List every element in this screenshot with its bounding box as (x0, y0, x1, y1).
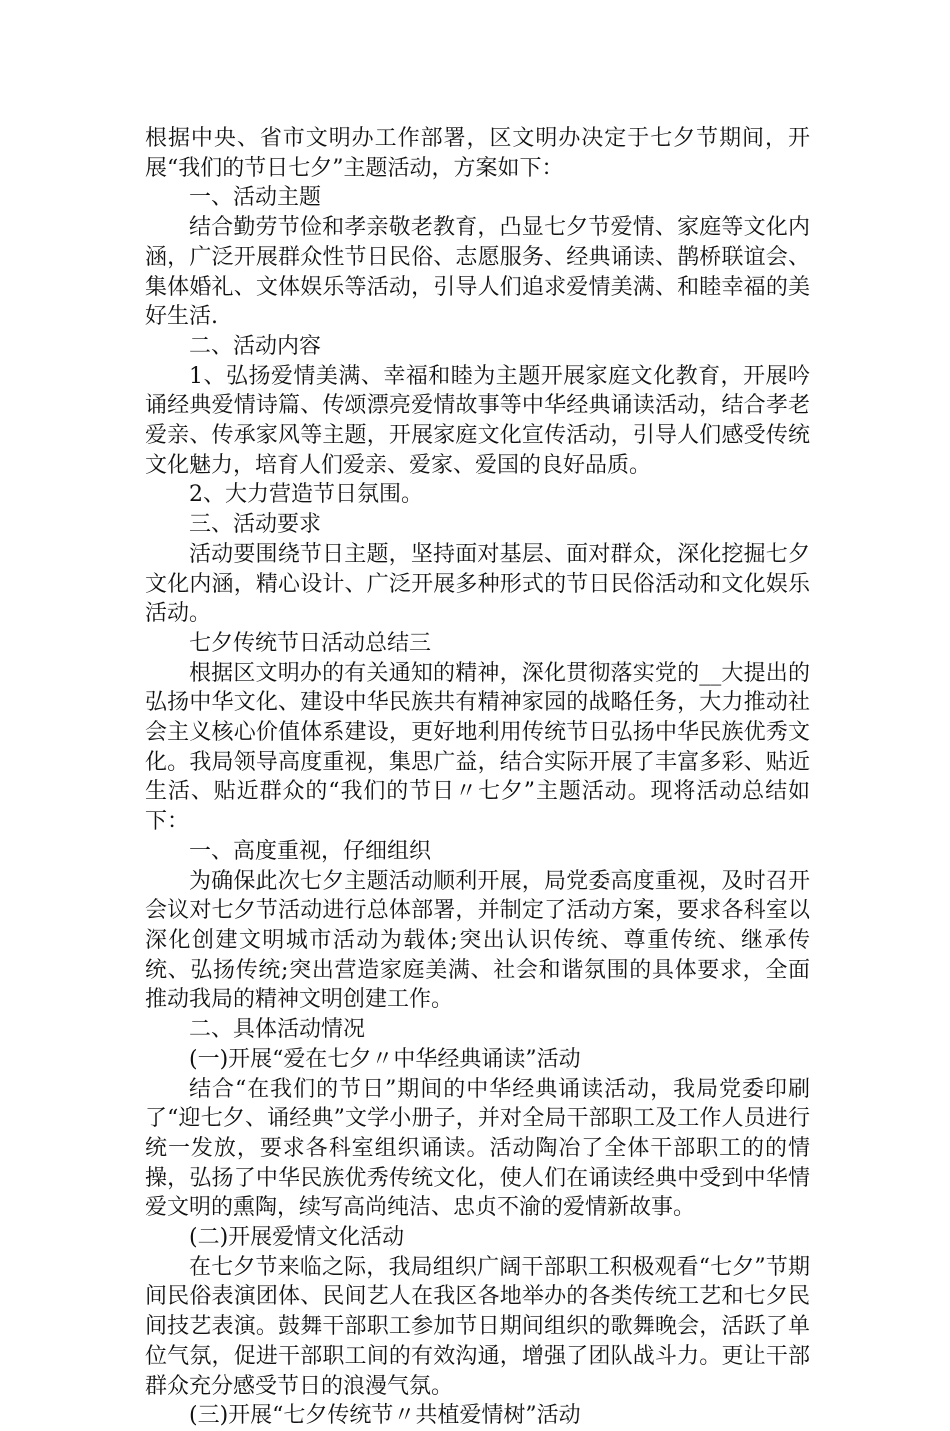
intro-paragraph: 根据中央、省市文明办工作部署，区文明办决定于七夕节期间，开展“我们的节日七夕”主题活动，方案如下： (145, 126, 810, 181)
body-paragraph: 在七夕节来临之际，我局组织广阔干部职工积极观看“七夕”节期间民俗表演团体、民间艺人在我区各地举办的各类传统工艺和七夕民间技艺表演。鼓舞干部职工参加节日期间组织的歌舞晚会，活跃了单位气氛，促进干部职工间的有效沟通，增强了团队战斗力。更让干部群众充分感受节日的浪漫气氛。 (145, 1254, 810, 1399)
body-paragraph: 活动要围绕节日主题，坚持面对基层、面对群众，深化挖掘七夕文化内涵，精心设计、广泛开展多种形式的节日民俗活动和文化娱乐活动。 (145, 541, 810, 627)
subsection-heading: (一)开展“爱在七夕〃中华经典诵读”活动 (189, 1046, 581, 1072)
document-body (145, 124, 810, 1431)
subsection-heading: (三)开展“七夕传统节〃共植爱情树”活动 (189, 1403, 581, 1429)
body-paragraph: 1、弘扬爱情美满、幸福和睦为主题开展家庭文化教育，开展吟诵经典爱情诗篇、传颂漂亮爱情故事等中华经典诵读活动，结合孝老爱亲、传承家风等主题，开展家庭文化宣传活动，引导人们感受传统文化魅力，培育人们爱亲、爱家、爱国的良好品质。 (145, 363, 810, 478)
section-heading: 二、具体活动情况 (189, 1017, 366, 1043)
body-paragraph: 结合“在我们的节日”期间的中华经典诵读活动，我局党委印刷了“迎七夕、诵经典”文学小册子，并对全局干部职工及工作人员进行统一发放，要求各科室组织诵读。活动陶冶了全体干部职工的的情操，弘扬了中华民族优秀传统文化，使人们在诵读经典中受到中华情爱文明的熏陶，续写高尚纯洁、忠贞不渝的爱情新故事。 (145, 1076, 810, 1221)
section-heading: 二、活动内容 (189, 333, 322, 359)
body-paragraph: 根据区文明办的有关通知的精神，深化贯彻落实党的__大提出的弘扬中华文化、建设中华民族共有精神家园的战略任务，大力推动社会主义核心价值体系建设，更好地利用传统节日弘扬中华民族优秀文化。我局领导高度重视，集思广益，结合实际开展了丰富多彩、贴近生活、贴近群众的“我们的节日〃七夕”主题活动。现将活动总结如下： (145, 660, 810, 835)
section-heading: 三、活动要求 (189, 512, 322, 538)
body-paragraph: 2、大力营造节日氛围。 (189, 482, 423, 508)
section-heading: 一、活动主题 (189, 185, 322, 211)
section-heading: 一、高度重视，仔细组织 (189, 838, 432, 864)
body-paragraph: 结合勤劳节俭和孝亲敬老教育，凸显七夕节爱情、家庭等文化内涵，广泛开展群众性节日民俗、志愿服务、经典诵读、鹊桥联谊会、集体婚礼、文体娱乐等活动，引导人们追求爱情美满、和睦幸福的美好生活. (145, 215, 810, 330)
body-paragraph: 为确保此次七夕主题活动顺利开展，局党委高度重视，及时召开会议对七夕节活动进行总体部署，并制定了活动方案，要求各科室以深化创建文明城市活动为载体;突出认识传统、尊重传统、继承传统、弘扬传统;突出营造家庭美满、社会和谐氛围的具体要求，全面推动我局的精神文明创建工作。 (145, 868, 810, 1013)
subsection-heading: (二)开展爱情文化活动 (189, 1225, 405, 1251)
document-subtitle: 七夕传统节日活动总结三 (189, 630, 432, 656)
